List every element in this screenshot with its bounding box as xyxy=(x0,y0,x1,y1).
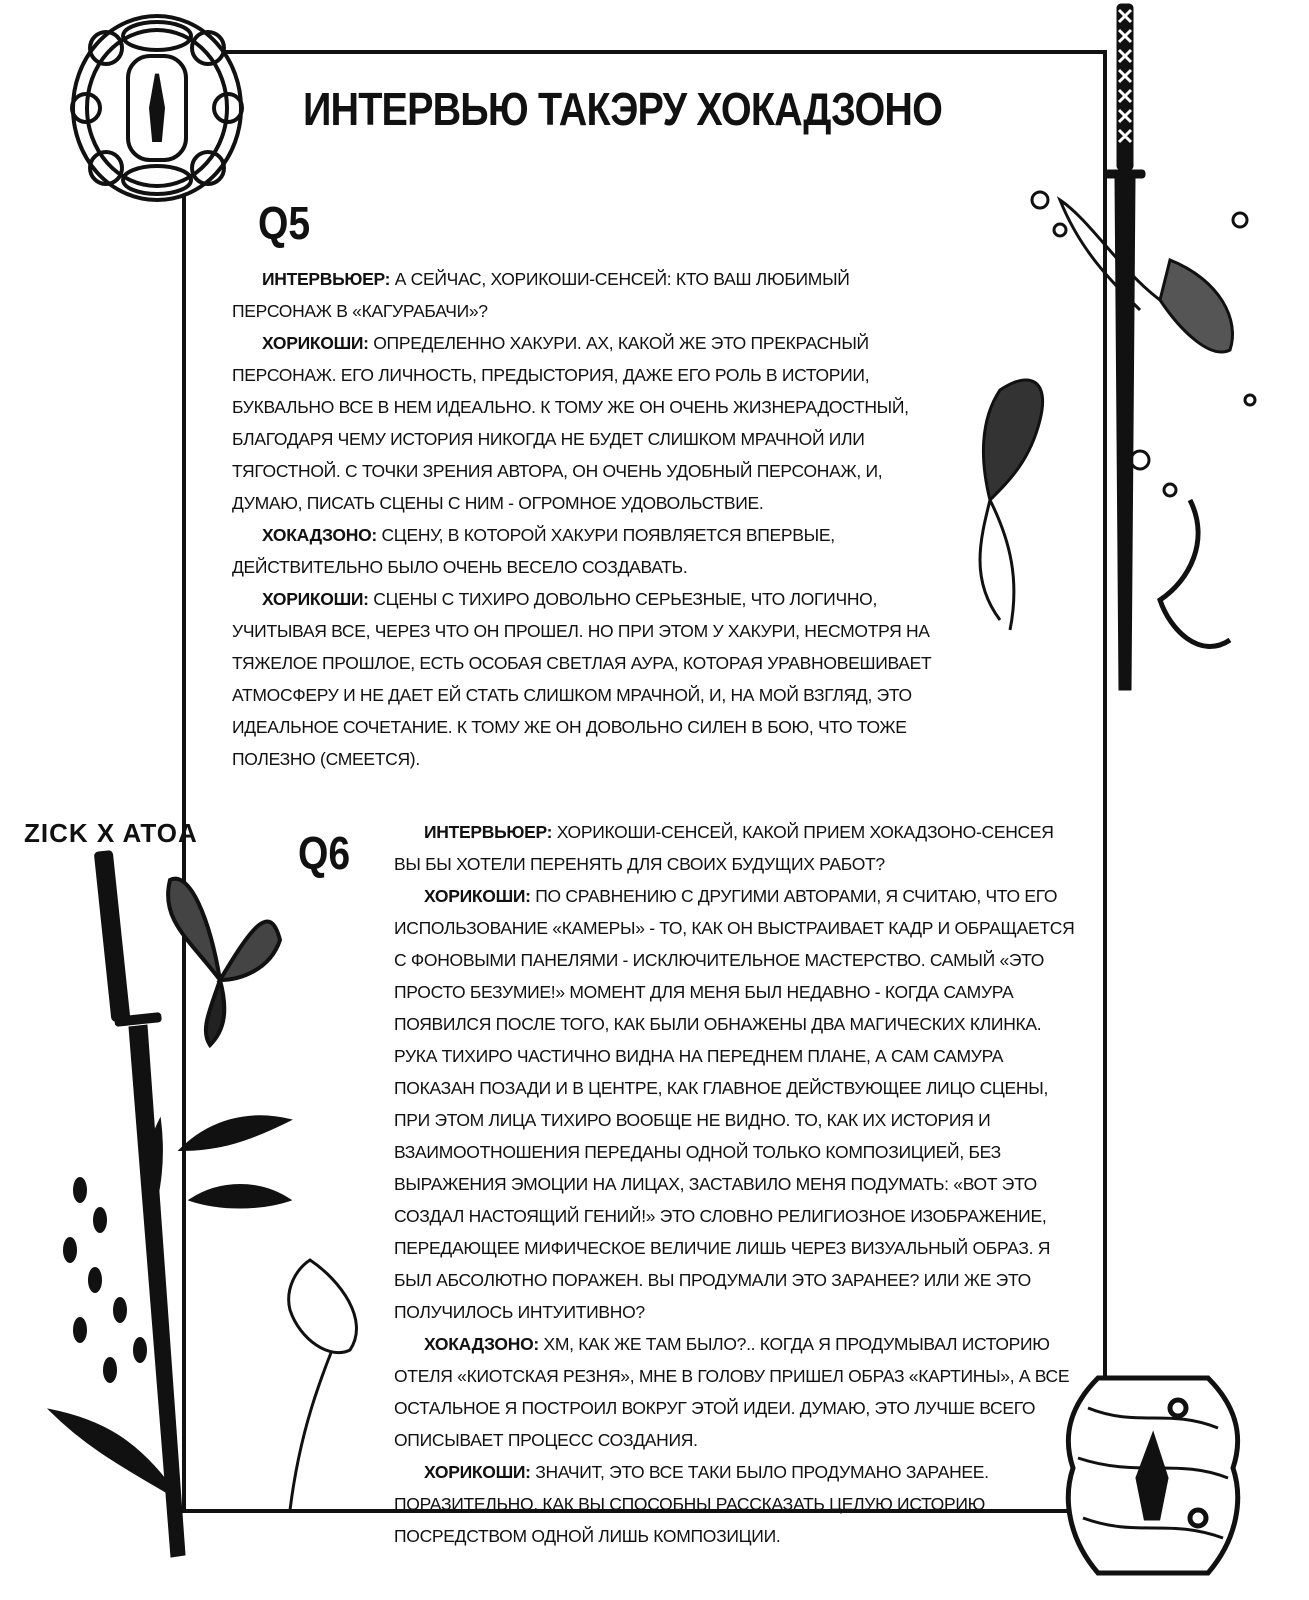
page-title: ИНТЕРВЬЮ ТАКЭРУ ХОКАДЗОНО xyxy=(302,83,943,135)
paragraph xyxy=(394,880,1076,1328)
speaker-name: ХОРИКОШИ: xyxy=(262,333,369,353)
speaker-name: ХОРИКОШИ: xyxy=(262,589,369,609)
question-label-q5: Q5 xyxy=(258,197,311,249)
tsuba-bottom-icon xyxy=(1058,1368,1248,1583)
speaker-name: ХОРИКОШИ: xyxy=(424,1462,531,1482)
tsuba-top-icon xyxy=(66,8,248,208)
paragraph xyxy=(232,327,944,519)
butterfly-icon xyxy=(150,860,290,1050)
koi-fish-icon xyxy=(940,160,1270,680)
flower-icon xyxy=(40,1080,380,1580)
paragraph-text: ОПРЕДЕЛЕННО ХАКУРИ. АХ, КАКОЙ ЖЕ ЭТО ПРЕКРАСНЫЙ ПЕРСОНАЖ. ЕГО ЛИЧНОСТЬ, ПРЕДЫСТОРИЯ, ДАЖЕ ЕГО РОЛЬ В ИСТОРИИ, БУКВАЛЬНО ВСЕ В НЕМ ИДЕАЛЬНО. К ТОМУ ЖЕ ОН ОЧЕНЬ ЖИЗНЕРАДОСТНЫЙ, БЛАГОДАРЯ ЧЕМУ ИСТОРИЯ НИКОГДА НЕ БУДЕТ СЛИШКОМ МРАЧНОЙ ИЛИ ТЯГОСТНОЙ. С ТОЧКИ ЗРЕНИЯ АВТОРА, ОН ОЧЕНЬ УДОБНЫЙ ПЕРСОНАЖ, И, ДУМАЮ, ПИСАТЬ СЦЕНЫ С НИМ - ОГРОМНОЕ УДОВОЛЬСТВИЕ. xyxy=(232,333,909,513)
paragraph xyxy=(394,816,1076,880)
paragraph-text: ХОРИКОШИ-СЕНСЕЙ, КАКОЙ ПРИЕМ ХОКАДЗОНО-СЕНСЕЯ ВЫ БЫ ХОТЕЛИ ПЕРЕНЯТЬ ДЛЯ СВОИХ БУДУЩИХ РАБОТ? xyxy=(394,822,1054,874)
paragraph xyxy=(394,1456,1076,1552)
paragraph-text: ПО СРАВНЕНИЮ С ДРУГИМИ АВТОРАМИ, Я СЧИТАЮ, ЧТО ЕГО ИСПОЛЬЗОВАНИЕ «КАМЕРЫ» - ТО, КАК ОН ВЫСТРАИВАЕТ КАДР И ОБРАЩАЕТСЯ С ФОНОВЫМИ ПАНЕЛЯМИ - ИСКЛЮЧИТЕЛЬНОЕ МАСТЕРСТВО. САМЫЙ «ЭТО ПРОСТО БЕЗУМИЕ!» МОМЕНТ ДЛЯ МЕНЯ БЫЛ НЕДАВНО - КОГДА САМУРА ПОЯВИЛСЯ ПОСЛЕ ТОГО, КАК БЫЛИ ОБНАЖЕНЫ ДВА МАГИЧЕСКИХ КЛИНКА. РУКА ТИХИРО ЧАСТИЧНО ВИДНА НА ПЕРЕДНЕМ ПЛАНЕ, А САМ САМУРА ПОКАЗАН ПОЗАДИ И В ЦЕНТРЕ, КАК ГЛАВНОЕ ДЕЙСТВУЮЩЕЕ ЛИЦО СЦЕНЫ, ПРИ ЭТОМ ЛИЦА ТИХИРО ВООБЩЕ НЕ ВИДНО. ТО, КАК ИХ ИСТОРИЯ И ВЗАИМООТНОШЕНИЯ ПЕРЕДАНЫ ОДНОЙ ТОЛЬКО КОМПОЗИЦИЕЙ, БЕЗ ВЫРАЖЕНИЯ ЭМОЦИИ НА ЛИЦАХ, ЗАСТАВИЛО МЕНЯ ПОДУМАТЬ: «ВОТ ЭТО СОЗДАЛ НАСТОЯЩИЙ ГЕНИЙ!» ЭТО СЛОВНО РЕЛИГИОЗНОЕ ИЗОБРАЖЕНИЕ, ПЕРЕДАЮЩЕЕ МИФИЧЕСКОЕ ВЕЛИЧИЕ ЛИШЬ ЧЕРЕЗ ВИЗУАЛЬНЫЙ ОБРАЗ. Я БЫЛ АБСОЛЮТНО ПОРАЖЕН. ВЫ ПРОДУМАЛИ ЭТО ЗАРАНЕЕ? ИЛИ ЖЕ ЭТО ПОЛУЧИЛОСЬ ИНТУИТИВНО? xyxy=(394,886,1075,1322)
paragraph-text: ХМ, КАК ЖЕ ТАМ БЫЛО?.. КОГДА Я ПРОДУМЫВАЛ ИСТОРИЮ ОТЕЛЯ «КИОТСКАЯ РЕЗНЯ», МНЕ В ГОЛОВУ ПРИШЕЛ ОБРАЗ «КАРТИНЫ», А ВСЕ ОСТАЛЬНОЕ Я ПОСТРОИЛ ВОКРУГ ЭТОЙ ИДЕИ. ДУМАЮ, ЭТО ЛУЧШЕ ВСЕГО ОПИСЫВАЕТ ПРОЦЕСС СОЗДАНИЯ. xyxy=(394,1334,1070,1450)
paragraph-text: А СЕЙЧАС, ХОРИКОШИ-СЕНСЕЙ: КТО ВАШ ЛЮБИМЫЙ ПЕРСОНАЖ В «КАГУРАБАЧИ»? xyxy=(232,269,850,321)
speaker-name: ИНТЕРВЬЮЕР: xyxy=(262,269,391,289)
speaker-name: ХОРИКОШИ: xyxy=(424,886,531,906)
answer-block-q6 xyxy=(394,816,1076,1552)
paragraph-text: ЗНАЧИТ, ЭТО ВСЕ ТАКИ БЫЛО ПРОДУМАНО ЗАРАНЕЕ. ПОРАЗИТЕЛЬНО, КАК ВЫ СПОСОБНЫ РАССКАЗАТЬ ЦЕЛУЮ ИСТОРИЮ ПОСРЕДСТВОМ ОДНОЙ ЛИШЬ КОМПОЗИЦИИ. xyxy=(394,1462,989,1546)
paragraph-text: СЦЕНЫ С ТИХИРО ДОВОЛЬНО СЕРЬЕЗНЫЕ, ЧТО ЛОГИЧНО, УЧИТЫВАЯ ВСЕ, ЧЕРЕЗ ЧТО ОН ПРОШЕЛ. НО ПРИ ЭТОМ У ХАКУРИ, НЕСМОТРЯ НА ТЯЖЕЛОЕ ПРОШЛОЕ, ЕСТЬ ОСОБАЯ СВЕТЛАЯ АУРА, КОТОРАЯ УРАВНОВЕШИВАЕТ АТМОСФЕРУ И НЕ ДАЕТ ЕЙ СТАТЬ СЛИШКОМ МРАЧНОЙ, И, НА МОЙ ВЗГЛЯД, ЭТО ИДЕАЛЬНОЕ СОЧЕТАНИЕ. К ТОМУ ЖЕ ОН ДОВОЛЬНО СИЛЕН В БОЮ, ЧТО ТОЖЕ ПОЛЕЗНО (СМЕЕТСЯ). xyxy=(232,589,932,769)
paragraph xyxy=(232,583,944,775)
answer-block-q5 xyxy=(232,263,944,775)
paragraph-text: СЦЕНУ, В КОТОРОЙ ХАКУРИ ПОЯВЛЯЕТСЯ ВПЕРВЫЕ, ДЕЙСТВИТЕЛЬНО БЫЛО ОЧЕНЬ ВЕСЕЛО СОЗДАВАТЬ. xyxy=(232,525,835,577)
question-label-q6: Q6 xyxy=(298,827,351,879)
speaker-name: ХОКАДЗОНО: xyxy=(424,1334,539,1354)
speaker-name: ИНТЕРВЬЮЕР: xyxy=(424,822,553,842)
paragraph xyxy=(232,519,944,583)
paragraph xyxy=(394,1328,1076,1456)
watermark: ZICK X ATOA xyxy=(24,818,198,848)
paragraph xyxy=(232,263,944,327)
speaker-name: ХОКАДЗОНО: xyxy=(262,525,377,545)
